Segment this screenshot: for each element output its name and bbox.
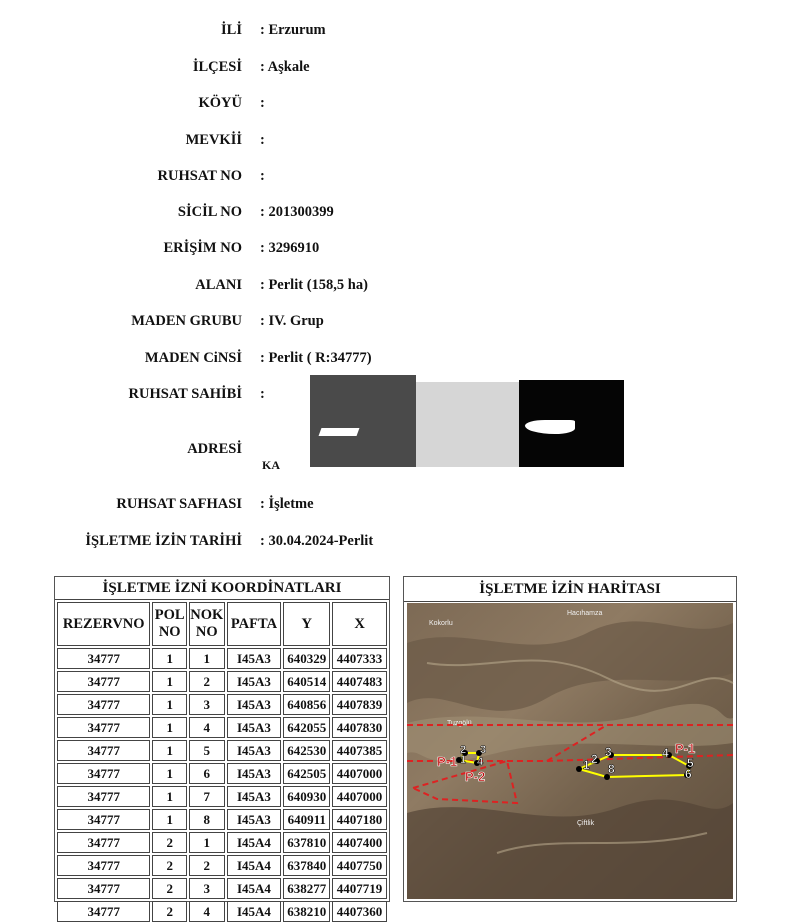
alani-value: : Perlit (158,5 ha): [260, 277, 368, 293]
map-title: İŞLETME İZİN HARİTASI: [404, 577, 736, 602]
cell-pafta: I45A3: [227, 694, 282, 715]
cell-pol-no: 1: [152, 648, 187, 669]
table-row: [57, 671, 387, 692]
cell-y: 640911: [283, 809, 330, 830]
cell-pafta: I45A4: [227, 855, 282, 876]
cell-pol-no: 2: [152, 878, 187, 899]
cell-rezervno: 34777: [57, 717, 150, 738]
cell-nok-no: 1: [189, 832, 225, 853]
map-place-left: Kokorlu: [429, 620, 453, 627]
cell-pafta: I45A4: [227, 878, 282, 899]
polygon-label-p2: P-2: [465, 769, 486, 784]
cell-rezervno: 34777: [57, 809, 150, 830]
table-row: [57, 901, 387, 922]
cell-pol-no: 2: [152, 901, 187, 922]
ruhsat-no-label: RUHSAT NO: [157, 168, 242, 184]
table-row: [57, 809, 387, 830]
cell-pol-no: 2: [152, 855, 187, 876]
cell-nok-no: 2: [189, 855, 225, 876]
p1-east-label-5: 5: [687, 756, 694, 770]
koy-value: :: [260, 95, 265, 111]
cell-rezervno: 34777: [57, 832, 150, 853]
header-pol-no: POL NO: [152, 602, 187, 646]
table-row: [57, 648, 387, 669]
cell-x: 4407000: [332, 763, 387, 784]
cell-pol-no: 1: [152, 763, 187, 784]
alani-label: ALANI: [195, 277, 242, 293]
cell-x: 4407333: [332, 648, 387, 669]
cell-x: 4407839: [332, 694, 387, 715]
il-value: : Erzurum: [260, 22, 326, 38]
polygon-label-p1-west: P-1: [437, 754, 458, 769]
table-row: [57, 855, 387, 876]
cell-nok-no: 3: [189, 694, 225, 715]
table-row: [57, 694, 387, 715]
cell-x: 4407483: [332, 671, 387, 692]
sicil-no-value: : 201300399: [260, 204, 334, 220]
cell-rezervno: 34777: [57, 671, 150, 692]
ilce-label: İLÇESİ: [192, 59, 242, 75]
mevki-label: MEVKİİ: [185, 132, 242, 148]
cell-nok-no: 6: [189, 763, 225, 784]
cell-rezervno: 34777: [57, 694, 150, 715]
cell-y: 640930: [283, 786, 330, 807]
maden-grubu-value: : IV. Grup: [260, 313, 324, 329]
mevki-value: :: [260, 132, 265, 148]
table-row: [57, 786, 387, 807]
cell-pafta: I45A3: [227, 740, 282, 761]
ruhsat-safhasi-value: : İşletme: [260, 496, 314, 512]
sicil-no-label: SİCİL NO: [177, 204, 242, 220]
cell-nok-no: 3: [189, 878, 225, 899]
coordinates-table-panel: [54, 576, 390, 919]
redaction-notch: [319, 428, 360, 436]
cell-y: 642505: [283, 763, 330, 784]
cell-y: 637840: [283, 855, 330, 876]
cell-pafta: I45A3: [227, 809, 282, 830]
ruhsat-safhasi-label: RUHSAT SAFHASI: [116, 496, 242, 512]
cell-nok-no: 7: [189, 786, 225, 807]
info-row-il: [0, 22, 800, 46]
info-row-alani: [0, 277, 800, 301]
coordinates-table-body: [57, 648, 387, 922]
header-rezervno: REZERVNO: [57, 602, 150, 646]
table-row: [57, 740, 387, 761]
info-row-sicil-no: [0, 204, 800, 228]
coordinates-header-row: [57, 602, 387, 646]
cell-nok-no: 2: [189, 671, 225, 692]
cell-rezervno: 34777: [57, 855, 150, 876]
cell-pol-no: 1: [152, 694, 187, 715]
p1-east-label-8: 8: [608, 762, 615, 776]
cell-nok-no: 4: [189, 901, 225, 922]
cell-pol-no: 1: [152, 809, 187, 830]
p1-east-point-1: [576, 766, 582, 772]
cell-y: 640856: [283, 694, 330, 715]
ruhsat-sahibi-value: :: [260, 386, 265, 402]
cell-pafta: I45A3: [227, 717, 282, 738]
cell-rezervno: 34777: [57, 648, 150, 669]
coordinates-table-title: İŞLETME İZNİ KOORDİNATLARI: [55, 577, 389, 600]
cell-x: 4407830: [332, 717, 387, 738]
p1-west-label-2: 2: [460, 744, 467, 756]
ilce-value: : Aşkale: [260, 59, 310, 75]
table-row: [57, 832, 387, 853]
cell-rezervno: 34777: [57, 763, 150, 784]
cell-nok-no: 8: [189, 809, 225, 830]
p1-east-label-4: 4: [662, 746, 669, 760]
header-nok-no: NOK NO: [189, 602, 225, 646]
maden-cinsi-label: MADEN CiNSİ: [144, 350, 242, 366]
cell-pol-no: 1: [152, 740, 187, 761]
header-y: Y: [283, 602, 330, 646]
adresi-value: KA: [262, 458, 280, 472]
ruhsat-no-value: :: [260, 168, 265, 184]
map-place-bottom: Çiftlik: [577, 820, 595, 827]
cell-pafta: I45A3: [227, 648, 282, 669]
cell-y: 638277: [283, 878, 330, 899]
map-panel: [403, 576, 737, 902]
info-row-ruhsat-no: [0, 168, 800, 192]
satellite-map: [407, 603, 733, 899]
cell-y: 640329: [283, 648, 330, 669]
coordinates-table: [55, 577, 389, 924]
cell-x: 4407750: [332, 855, 387, 876]
cell-rezervno: 34777: [57, 786, 150, 807]
table-row: [57, 763, 387, 784]
cell-y: 640514: [283, 671, 330, 692]
p1-east-label-3: 3: [605, 745, 612, 759]
cell-pol-no: 1: [152, 717, 187, 738]
il-label: İLİ: [221, 22, 242, 38]
cell-nok-no: 5: [189, 740, 225, 761]
cell-x: 4407000: [332, 786, 387, 807]
p1-east-label-6: 6: [685, 767, 692, 781]
cell-pol-no: 1: [152, 671, 187, 692]
info-row-ilce: [0, 59, 800, 83]
cell-rezervno: 34777: [57, 901, 150, 922]
cell-y: 637810: [283, 832, 330, 853]
info-row-koy: [0, 95, 800, 119]
cell-x: 4407385: [332, 740, 387, 761]
info-row-mevki: [0, 132, 800, 156]
p1-east-label-2: 2: [591, 752, 598, 766]
table-row: [57, 717, 387, 738]
cell-x: 4407360: [332, 901, 387, 922]
ruhsat-sahibi-label: RUHSAT SAHİBİ: [128, 386, 242, 402]
info-row-ruhsat-safhasi: [0, 496, 800, 520]
cell-y: 642055: [283, 717, 330, 738]
koy-label: KÖYÜ: [198, 95, 242, 111]
cell-pol-no: 1: [152, 786, 187, 807]
cell-pafta: I45A3: [227, 671, 282, 692]
cell-pafta: I45A3: [227, 786, 282, 807]
p1-west-label-1: 1: [460, 754, 467, 766]
maden-grubu-label: MADEN GRUBU: [131, 313, 242, 329]
p1-east-label-1: 1: [583, 758, 590, 772]
map-place-top: Hacıhamza: [567, 610, 603, 617]
erisim-no-label: ERİŞİM NO: [163, 240, 242, 256]
header-pafta: PAFTA: [227, 602, 282, 646]
adresi-label: ADRESİ: [187, 441, 242, 457]
redaction-block-dark-gray: [310, 375, 416, 467]
cell-rezervno: 34777: [57, 740, 150, 761]
info-row-maden-cinsi: [0, 350, 800, 374]
p1-west-label-4: 4: [477, 756, 484, 768]
cell-pafta: I45A3: [227, 763, 282, 784]
info-row-isletme-izin-tarihi: [0, 533, 800, 557]
cell-pafta: I45A4: [227, 832, 282, 853]
table-row: [57, 878, 387, 899]
header-x: X: [332, 602, 387, 646]
cell-y: 642530: [283, 740, 330, 761]
polygon-label-p1-east: P-1: [675, 741, 696, 756]
cell-rezervno: 34777: [57, 878, 150, 899]
cell-nok-no: 4: [189, 717, 225, 738]
cell-x: 4407719: [332, 878, 387, 899]
maden-cinsi-value: : Perlit ( R:34777): [260, 350, 372, 366]
cell-x: 4407180: [332, 809, 387, 830]
cell-x: 4407400: [332, 832, 387, 853]
cell-nok-no: 1: [189, 648, 225, 669]
cell-pol-no: 2: [152, 832, 187, 853]
isletme-izin-tarihi-value: : 30.04.2024-Perlit: [260, 533, 374, 549]
info-row-erisim-no: [0, 240, 800, 264]
cell-pafta: I45A4: [227, 901, 282, 922]
isletme-izin-tarihi-label: İŞLETME İZİN TARİHİ: [85, 533, 242, 549]
p1-west-label-3: 3: [480, 744, 487, 756]
info-row-maden-grubu: [0, 313, 800, 337]
cell-y: 638210: [283, 901, 330, 922]
erisim-no-value: : 3296910: [260, 240, 320, 256]
redaction-block-light-gray: [416, 382, 519, 467]
map-place-mid: Tuzgölü: [447, 720, 472, 727]
